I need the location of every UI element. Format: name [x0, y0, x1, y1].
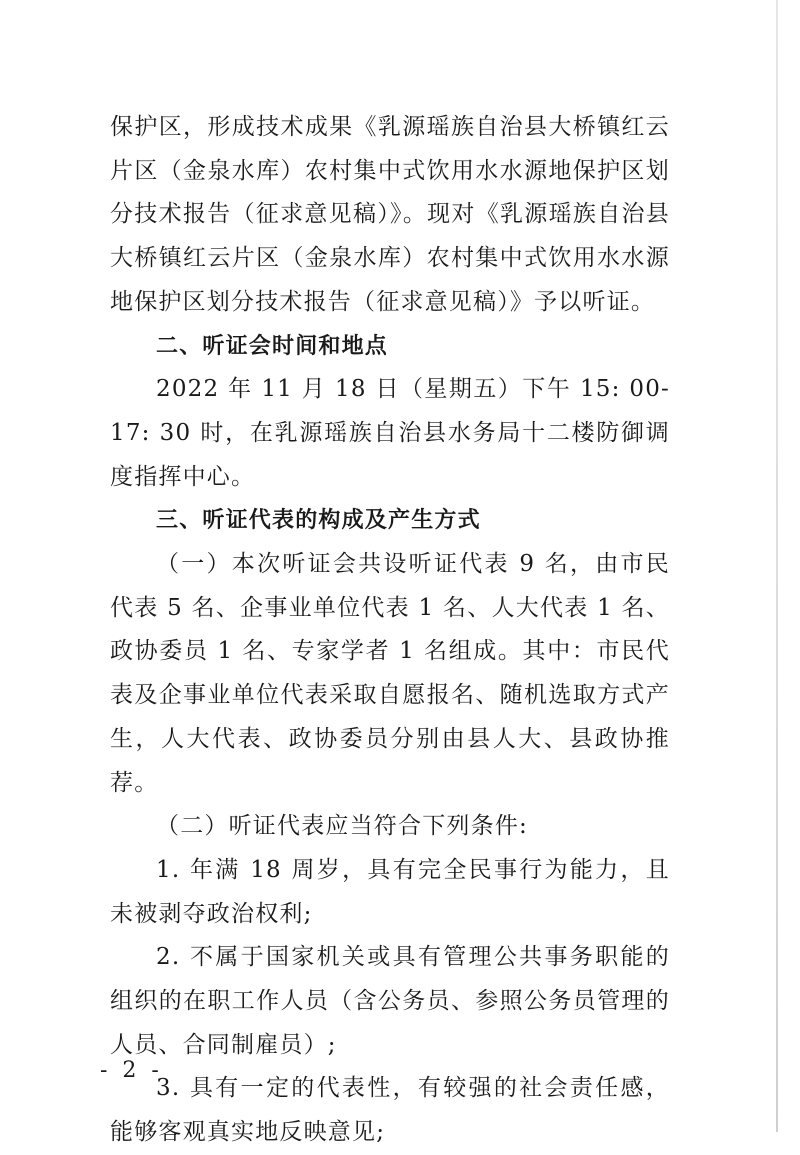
paragraph-time-and-place: 2022 年 11 月 18 日（星期五）下午 15: 00-17: 30 时，在乳源瑶族自治县水务局十二楼防御调度指挥中心。 — [110, 376, 670, 490]
paragraph-condition-1: 1. 年满 18 周岁，具有完全民事行为能力，且未被剥夺政治权利; — [110, 856, 670, 927]
paragraph-report-hearing: 保护区，形成技术成果《乳源瑶族自治县大桥镇红云片区（金泉水库）农村集中式饮用水水源地保护区划分技术报告（征求意见稿）》。现对《乳源瑶族自治县大桥镇红云片区（金泉水库）农村集中式饮用水水源地保护区划分技术报告（征求意见稿）》予以听证。 — [110, 114, 670, 315]
paragraph-conditions-intro: （二）听证代表应当符合下列条件: — [156, 813, 528, 840]
paragraph-representatives-composition: （一）本次听证会共设听证代表 9 名，由市民代表 5 名、企事业单位代表 1 名、人大代表 1 名、政协委员 1 名、专家学者 1 名组成。其中：市民代表及企事业单位代表采取自愿报名、随机选取方式产生，人大代表、政协委员分别由县人大、县政协推荐。 — [110, 551, 670, 796]
document-body — [110, 106, 670, 1155]
page-number: - 2 - — [100, 1058, 163, 1083]
scan-edge-divider — [776, 0, 778, 1132]
paragraph-condition-3: 3. 具有一定的代表性，有较强的社会责任感，能够客观真实地反映意见; — [110, 1075, 670, 1146]
paragraph-condition-2: 2. 不属于国家机关或具有管理公共事务职能的组织的在职工作人员（含公务员、参照公务员管理的人员、合同制雇员）; — [110, 944, 670, 1058]
heading-representatives: 三、听证代表的构成及产生方式 — [156, 508, 481, 534]
heading-time-and-place: 二、听证会时间和地点 — [156, 333, 389, 359]
